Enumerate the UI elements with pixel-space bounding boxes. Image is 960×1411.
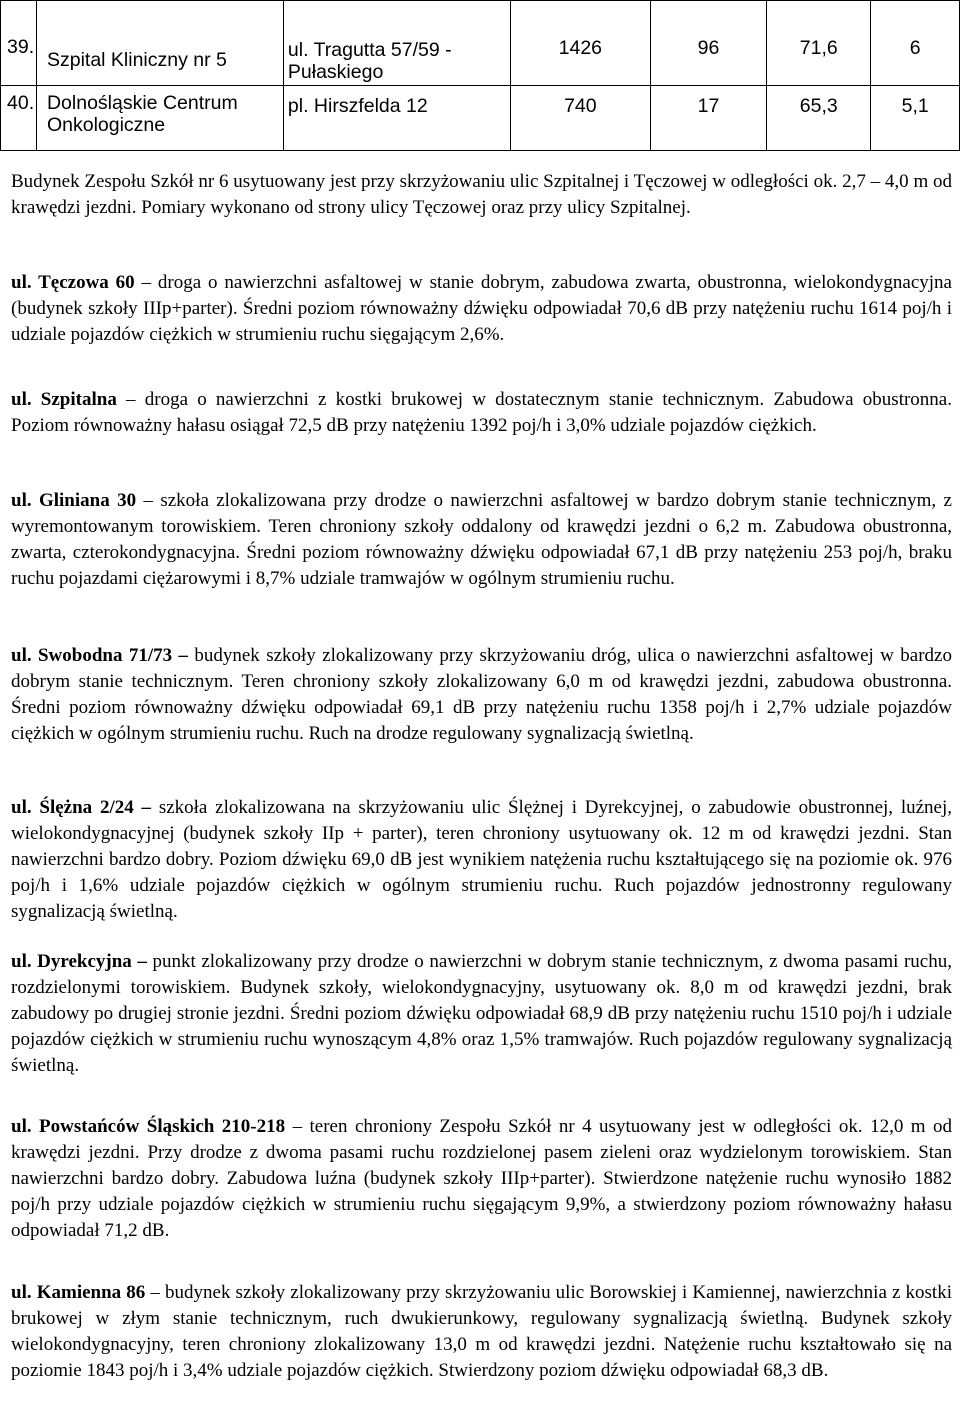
value-cell: 5,1: [871, 86, 960, 151]
paragraph-teczowa: [11, 270, 952, 348]
value-cell: 1426: [510, 1, 650, 86]
paragraph-lead: ul. Powstańców Śląskich 210-218: [11, 1116, 286, 1137]
paragraph-dyrekcyjna: [11, 949, 952, 1079]
facility-name: Dolnośląskie Centrum Onkologiczne: [36, 86, 283, 151]
hospital-table: [0, 0, 960, 151]
paragraph-text: – droga o nawierzchni z kostki brukowej w dostatecznym stanie technicznym. Zabudowa obustronna. Poziom równoważny hałasu osiągał 72,5 dB przy natężeniu 1392 poj/h i 3,0% udziale pojazdów ciężkich.: [11, 389, 952, 436]
value-cell: 96: [650, 1, 766, 86]
paragraph-text: – teren chroniony Zespołu Szkół nr 4 usytuowany jest w odległości ok. 12,0 m od krawędzi jezdni. Przy drodze z dwoma pasami ruchu rozdzielonej pasem zieleni oraz wydzielonym torowiskiem. Stan nawierzchni bardzo dobry. Zabudowa luźna (budynek szkoły IIIp+parter). Stwierdzone natężenie ruchu wynosiło 1882 poj/h przy udziale pojazdów ciężkich w strumieniu ruchu sięgającym 9,9%, a stwierdzony poziom równoważny hałasu odpowiadał 71,2 dB.: [11, 1116, 952, 1241]
paragraph-kamienna: [11, 1280, 952, 1384]
facility-name: Szpital Kliniczny nr 5: [36, 1, 283, 86]
paragraph-szpitalna: [11, 387, 952, 439]
value-cell: 6: [871, 1, 960, 86]
paragraph-lead: ul. Dyrekcyjna –: [11, 951, 147, 972]
row-number: 39.: [1, 1, 37, 86]
paragraph-text: punkt zlokalizowany przy drodze o nawierzchni w dobrym stanie technicznym, z dwoma pasami ruchu, rozdzielonymi torowiskiem. Budynek szkoły, wielokondygnacyjny, usytuowany ok. 8,0 m od krawędzi jezdni, brak zabudowy po drugiej stronie jezdni. Średni poziom dźwięku odpowiadał 68,9 dB przy natężeniu ruchu 1510 poj/h i udziale pojazdów ciężkich w strumieniu ruchu wynoszącym 4,8% oraz 1,5% tramwajów. Ruch pojazdów regulowany sygnalizacją świetlną.: [11, 951, 952, 1076]
value-cell: 740: [510, 86, 650, 151]
paragraph-lead: ul. Gliniana 30: [11, 490, 137, 511]
paragraph-intro: [11, 169, 952, 221]
paragraph-lead: ul. Swobodna 71/73 –: [11, 645, 188, 666]
paragraph-text: budynek szkoły zlokalizowany przy skrzyżowaniu dróg, ulica o nawierzchni asfaltowej w bardzo dobrym stanie technicznym. Teren chroniony szkoły zlokalizowany 6,0 m od krawędzi jezdni, zabudowa obustronna. Średni poziom równoważny dźwięku odpowiadał 69,1 dB przy natężeniu ruchu 1358 poj/h i 2,7% udziale pojazdów ciężkich w ogólnym strumieniu ruchu. Ruch na drodze regulowany sygnalizacją świetlną.: [11, 645, 952, 744]
table-row: [1, 86, 960, 151]
paragraph-text: – droga o nawierzchni asfaltowej w stanie dobrym, zabudowa zwarta, obustronna, wielokondygnacyjna (budynek szkoły IIIp+parter). Średni poziom równoważny dźwięku odpowiadał 70,6 dB przy natężeniu ruchu 1614 poj/h i udziale pojazdów ciężkich w strumieniu ruchu sięgającym 2,6%.: [11, 272, 952, 345]
paragraph-slezna: [11, 795, 952, 925]
paragraph-text: Budynek Zespołu Szkół nr 6 usytuowany jest przy skrzyżowaniu ulic Szpitalnej i Tęczowej w odległości ok. 2,7 – 4,0 m od krawędzi jezdni. Pomiary wykonano od strony ulicy Tęczowej oraz przy ulicy Szpitalnej.: [11, 171, 952, 218]
paragraph-powstancow: [11, 1114, 952, 1244]
facility-address: pl. Hirszfelda 12: [283, 86, 510, 151]
paragraph-gliniana: [11, 488, 952, 592]
table-row: [1, 1, 960, 86]
paragraph-text: – szkoła zlokalizowana przy drodze o nawierzchni asfaltowej w bardzo dobrym stanie technicznym, z wyremontowanym torowiskiem. Teren chroniony szkoły oddalony od krawędzi jezdni o 6,2 m. Zabudowa obustronna, zwarta, czterokondygnacyjna. Średni poziom równoważny dźwięku odpowiadał 67,1 dB przy natężeniu 253 poj/h, braku ruchu pojazdami ciężarowymi i 8,7% udziale tramwajów w ogólnym strumieniu ruchu.: [11, 490, 952, 589]
paragraph-text: – budynek szkoły zlokalizowany przy skrzyżowaniu ulic Borowskiej i Kamiennej, nawierzchnia z kostki brukowej w złym stanie technicznym, ruch dwukierunkowy, regulowany sygnalizacją świetlną. Budynek szkoły wielokondygnacyjny, teren chroniony zlokalizowany 13,0 m od krawędzi jezdni. Natężenie ruchu kształtowało się na poziomie 1843 poj/h i 3,4% udziale pojazdów ciężkich. Stwierdzony poziom dźwięku odpowiadał 68,3 dB.: [11, 1282, 952, 1381]
paragraph-lead: ul. Ślężna 2/24 –: [11, 797, 152, 818]
paragraph-lead: ul. Kamienna 86: [11, 1282, 146, 1303]
value-cell: 65,3: [767, 86, 871, 151]
paragraph-lead: ul. Tęczowa 60: [11, 272, 135, 293]
facility-address: ul. Tragutta 57/59 - Pułaskiego: [283, 1, 510, 86]
row-number: 40.: [1, 86, 37, 151]
paragraph-text: szkoła zlokalizowana na skrzyżowaniu ulic Ślężnej i Dyrekcyjnej, o zabudowie obustronnej, luźnej, wielokondygnacyjnej (budynek szkoły IIp + parter), teren chroniony usytuowany ok. 12 m od krawędzi jezdni. Stan nawierzchni bardzo dobry. Poziom dźwięku 69,0 dB jest wynikiem natężenia ruchu kształtującego się na poziomie ok. 976 poj/h i 1,6% udziale pojazdów ciężkich w ogólnym strumieniu ruchu. Ruch pojazdów jednostronny regulowany sygnalizacją świetlną.: [11, 797, 953, 922]
paragraph-lead: ul. Szpitalna: [11, 389, 117, 410]
value-cell: 71,6: [767, 1, 871, 86]
value-cell: 17: [650, 86, 766, 151]
paragraph-swobodna: [11, 643, 952, 747]
